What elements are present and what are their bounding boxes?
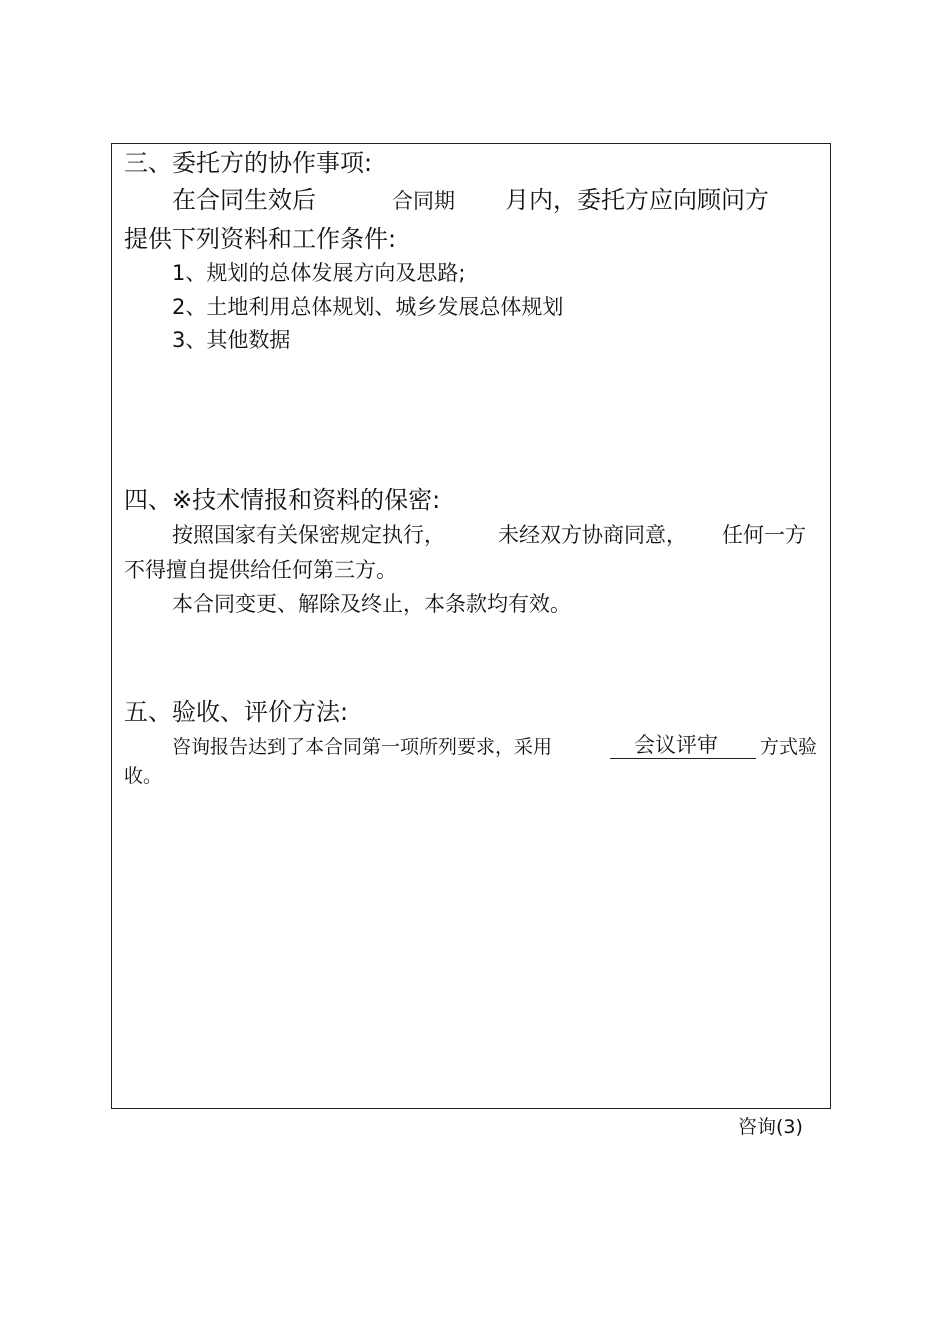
- section3-item-3: 3、其他数据: [172, 328, 291, 352]
- section4-para1-part3: 任何一方: [722, 523, 806, 547]
- section3-para-part1: 在合同生效后: [172, 186, 316, 214]
- section4-para2: 本合同变更、解除及终止，本条款均有效。: [172, 592, 571, 616]
- page-label: 咨询(3): [738, 1116, 803, 1138]
- section3-item-1: 1、规划的总体发展方向及思路;: [172, 261, 466, 285]
- section5-heading: 五、验收、评价方法:: [124, 698, 349, 726]
- acceptance-method-value: 会议评审: [634, 733, 718, 757]
- section3-para-part2: 月内，委托方应向顾问方: [505, 186, 769, 214]
- section5-para-line2: 收。: [124, 765, 163, 787]
- section4-para1-part1: 按照国家有关保密规定执行，: [172, 523, 445, 547]
- contract-form-frame: [111, 143, 831, 1109]
- section3-para-fill: 合同期: [392, 189, 455, 213]
- section5-para-part2: 方式验: [760, 736, 818, 758]
- section3-item-2: 2、土地利用总体规划、城乡发展总体规划: [172, 295, 564, 319]
- section4-heading: 四、※技术情报和资料的保密:: [124, 486, 441, 514]
- section4-para1-part2: 未经双方协商同意，: [498, 523, 687, 547]
- section5-para-part1: 咨询报告达到了本合同第一项所列要求，采用: [172, 736, 553, 758]
- section3-para-line2: 提供下列资料和工作条件:: [124, 225, 397, 253]
- section3-heading: 三、委托方的协作事项:: [124, 149, 373, 177]
- section4-para1-line2: 不得擅自提供给任何第三方。: [124, 558, 397, 582]
